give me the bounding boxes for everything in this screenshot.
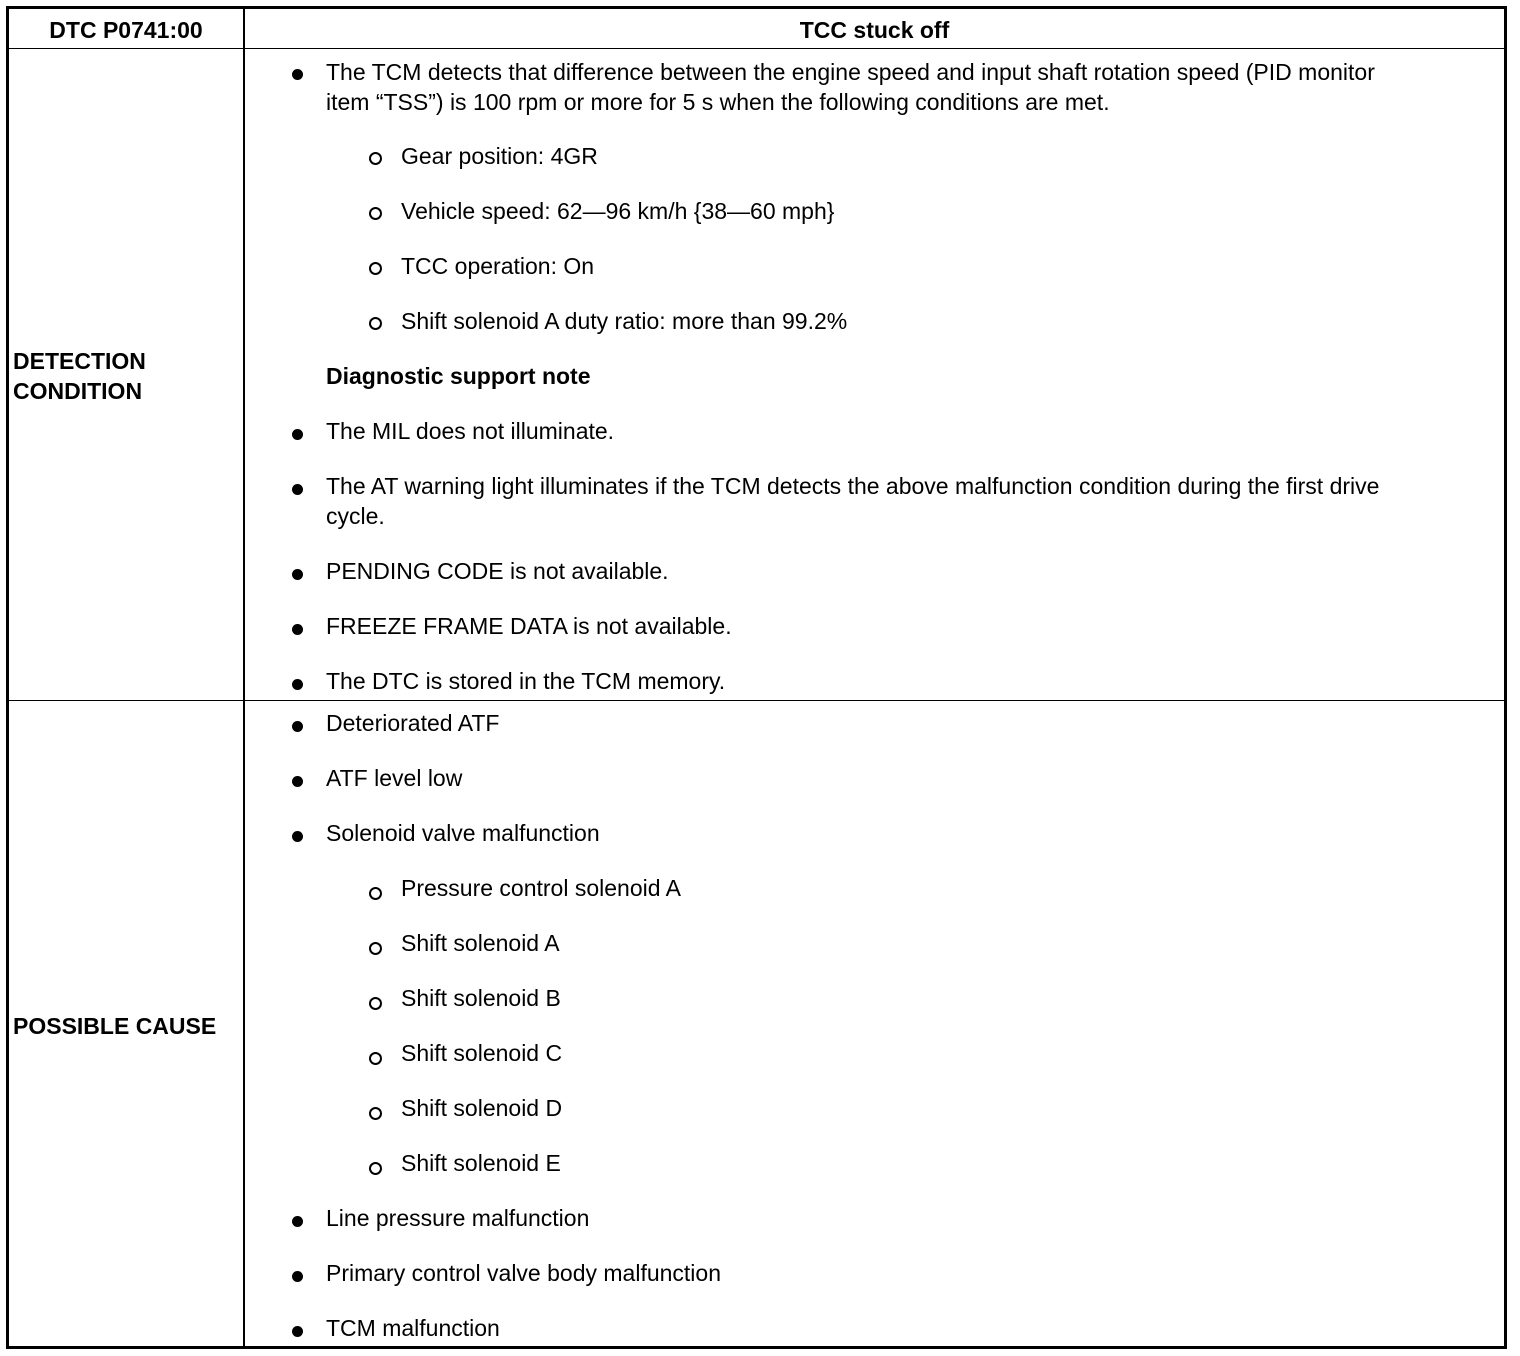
note-mil: The MIL does not illuminate. (326, 418, 615, 444)
note-at-line-1: The AT warning light illuminates if the TCM detects the above malfunction condition during the first drive (326, 473, 1380, 499)
bullet-icon (292, 831, 303, 842)
condition-duty: Shift solenoid A duty ratio: more than 99.2% (401, 308, 848, 334)
sub-bullet-icon (369, 1052, 382, 1065)
bullet-icon (292, 1216, 303, 1227)
bullet-icon (292, 569, 303, 580)
condition-tcc: TCC operation: On (401, 253, 595, 279)
detection-condition-label (13, 346, 239, 406)
note-pending: PENDING CODE is not available. (326, 558, 669, 584)
cause-item: Primary control valve body malfunction (326, 1260, 721, 1286)
bullet-icon (292, 679, 303, 690)
condition-speed: Vehicle speed: 62—96 km/h {38—60 mph} (401, 198, 835, 224)
solenoid-item: Shift solenoid B (401, 985, 561, 1011)
sub-bullet-icon (369, 207, 382, 220)
bullet-icon (292, 721, 303, 732)
sub-bullet-icon (369, 997, 382, 1010)
note-stored: The DTC is stored in the TCM memory. (326, 668, 726, 694)
cause-item: ATF level low (326, 765, 463, 791)
bullet-icon (292, 624, 303, 635)
sub-bullet-icon (369, 942, 382, 955)
solenoid-item: Shift solenoid A (401, 930, 560, 956)
intro-line-2: item “TSS”) is 100 rpm or more for 5 s when the following conditions are met. (326, 89, 1110, 115)
sub-bullet-icon (369, 152, 382, 165)
bullet-icon (292, 429, 303, 440)
note-heading: Diagnostic support note (326, 363, 591, 389)
bullet-icon (292, 1326, 303, 1337)
possible-cause-cell (245, 701, 1504, 1346)
intro-line-1: The TCM detects that difference between the engine speed and input shaft rotation speed (PID monitor (326, 59, 1375, 85)
dtc-code: DTC P0741:00 (49, 16, 203, 43)
possible-cause-label: POSSIBLE CAUSE (13, 1013, 217, 1039)
bullet-icon (292, 1271, 303, 1282)
detection-label-text: DETECTION CONDITION (13, 348, 146, 404)
bullet-icon (292, 484, 303, 495)
dtc-title: TCC stuck off (799, 16, 950, 43)
note-at-line-2: cycle. (326, 503, 385, 529)
bullet-icon (292, 776, 303, 787)
cause-item: Solenoid valve malfunction (326, 820, 600, 846)
sub-bullet-icon (369, 262, 382, 275)
note-freeze: FREEZE FRAME DATA is not available. (326, 613, 732, 639)
sub-bullet-icon (369, 887, 382, 900)
solenoid-item: Pressure control solenoid A (401, 875, 681, 901)
cause-item: TCM malfunction (326, 1315, 500, 1341)
sub-bullet-icon (369, 1107, 382, 1120)
solenoid-item: Shift solenoid E (401, 1150, 561, 1176)
bullet-icon (292, 69, 303, 80)
cause-item: Line pressure malfunction (326, 1205, 590, 1231)
dtc-table (6, 6, 1507, 1349)
cause-item: Deteriorated ATF (326, 710, 500, 736)
sub-bullet-icon (369, 317, 382, 330)
detection-condition-cell (245, 49, 1504, 699)
sub-bullet-icon (369, 1162, 382, 1175)
solenoid-item: Shift solenoid D (401, 1095, 563, 1121)
solenoid-item: Shift solenoid C (401, 1040, 563, 1066)
condition-gear: Gear position: 4GR (401, 143, 598, 169)
